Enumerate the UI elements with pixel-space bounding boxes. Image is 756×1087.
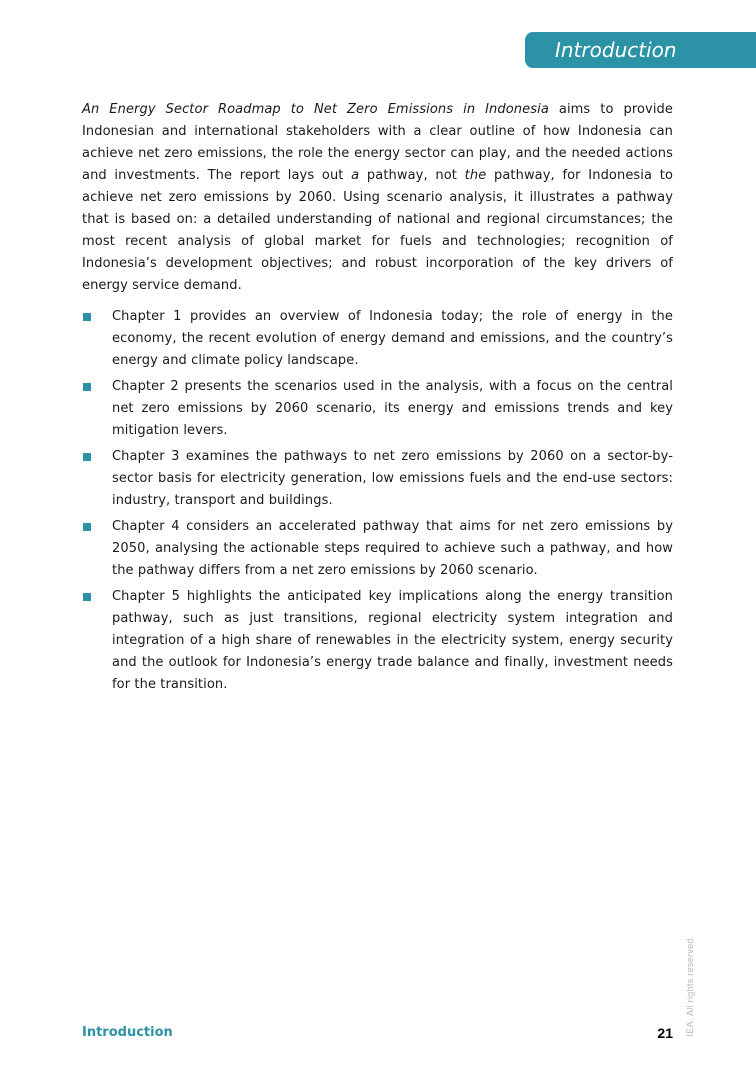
section-header-title: Introduction	[555, 38, 677, 62]
square-bullet-icon	[83, 313, 91, 321]
square-bullet-icon	[83, 593, 91, 601]
square-bullet-icon	[83, 453, 91, 461]
chapter-list	[82, 306, 673, 696]
list-item-chapter-4	[82, 516, 673, 582]
page-number: 21	[657, 1025, 673, 1041]
intro-text-part-3: pathway, for Indonesia to achieve net zero emissions by 2060. Using scenario analysis, it illustrates a pathway that is based on: a detailed understanding of national and regional circumstances; the most recent analysis of global market for fuels and technologies; recognition of Indonesia’s development objectives; and robust incorporation of the key drivers of energy service demand.	[82, 168, 674, 293]
report-title: An Energy Sector Roadmap to Net Zero Emissions in Indonesia	[82, 102, 549, 117]
intro-emphasis-a: a	[351, 168, 360, 183]
intro-emphasis-the: the	[464, 168, 487, 183]
main-content	[82, 99, 673, 700]
chapter-summary: Chapter 4 considers an accelerated pathway that aims for net zero emissions by 2050, analysing the actionable steps required to achieve such a pathway, and how the pathway differs from a net zero emissions by 2060 scenario.	[112, 519, 673, 578]
intro-text-part-2: pathway, not	[359, 168, 465, 183]
square-bullet-icon	[83, 383, 91, 391]
section-header-tab	[525, 32, 756, 68]
list-item-chapter-1	[82, 306, 673, 372]
chapter-summary: Chapter 3 examines the pathways to net zero emissions by 2060 on a sector-by-sector basis for electricity generation, low emissions fuels and the end-use sectors: industry, transport and buildings.	[112, 449, 673, 508]
intro-text-part-1: aims to provide Indonesian and international stakeholders with a clear outline of how Indonesia can achieve net zero emissions, the role the energy sector can play, and the needed actions and investments. The report lays out	[82, 102, 674, 183]
footer-section-title: Introduction	[82, 1025, 173, 1040]
list-item-chapter-2	[82, 376, 673, 442]
intro-paragraph	[82, 99, 673, 297]
chapter-summary: Chapter 2 presents the scenarios used in the analysis, with a focus on the central net zero emissions by 2060 scenario, its energy and emissions trends and key mitigation levers.	[112, 379, 673, 438]
list-item-chapter-3	[82, 446, 673, 512]
square-bullet-icon	[83, 523, 91, 531]
list-item-chapter-5	[82, 586, 673, 696]
chapter-summary: Chapter 1 provides an overview of Indonesia today; the role of energy in the economy, the recent evolution of energy demand and emissions, and the country’s energy and climate policy landscape.	[112, 309, 673, 368]
chapter-summary: Chapter 5 highlights the anticipated key implications along the energy transition pathway, such as just transitions, regional electricity system integration and integration of a high share of renewables in the electricity system, energy security and the outlook for Indonesia’s energy trade balance and finally, investment needs for the transition.	[112, 589, 673, 692]
rights-notice: IEA. All rights reserved.	[685, 935, 695, 1037]
